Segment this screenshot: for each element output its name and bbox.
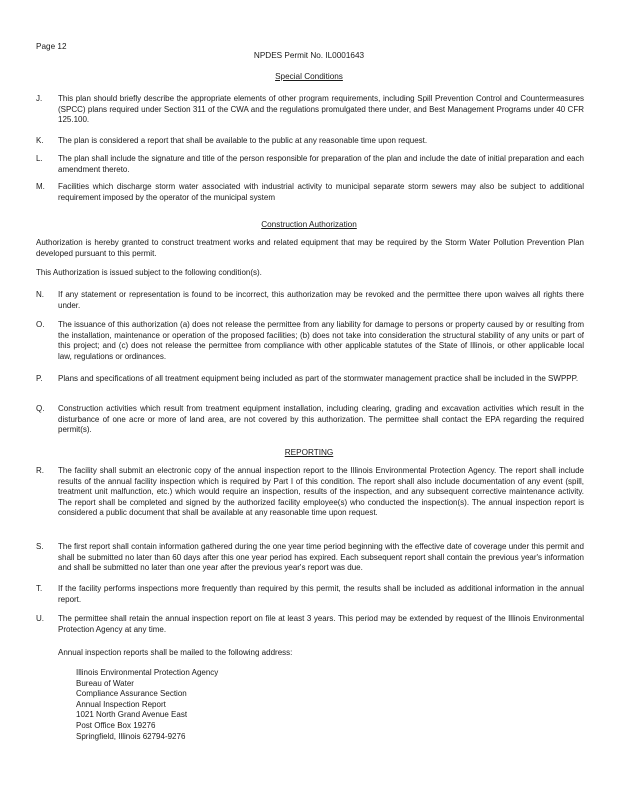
condition-l [36, 154, 584, 175]
condition-text: The facility shall submit an electronic copy of the annual inspection report to the Illinois Environmental Protection Agency. The report shall include results of the annual facility inspection which is required by Part I of this condition. The report shall also include documentation of any event (spill, treatment unit malfunction, etc.) which would require an inspection, results of the inspection, and any subsequent corrective maintenance activity. The report shall be completed and signed by the authorized facility employee(s) who conducted the inspection(s). The annual inspection report is considered a public document that shall be available at any reasonable time upon request. [58, 466, 584, 518]
mail-instruction: Annual inspection reports shall be mailed to the following address: [58, 648, 293, 657]
condition-s [36, 542, 584, 574]
address-line: Illinois Environmental Protection Agency [76, 668, 219, 677]
condition-n [36, 290, 584, 311]
condition-label: Q. [36, 404, 45, 413]
condition-u [36, 614, 584, 635]
mailing-address [76, 668, 218, 742]
condition-text: Construction activities which result from treatment equipment installation, including clearing, grading and excavation activities which result in the disturbance of one acre or more of land area, are not covered by this authorization. The permittee shall contact the EPA regarding the required permit(s). [58, 404, 584, 435]
condition-label: N. [36, 290, 44, 299]
reporting-heading: REPORTING [284, 448, 334, 457]
condition-label: S. [36, 542, 44, 551]
condition-label: U. [36, 614, 44, 623]
condition-text: The plan shall include the signature and title of the person responsible for preparation of the plan and include the date of initial preparation and each amendment thereto. [58, 154, 584, 174]
authorization-paragraph: Authorization is hereby granted to construct treatment works and related equipment that may be required by the Storm Water Pollution Prevention Plan developed pursuant to this permit. [36, 238, 584, 258]
condition-text: The plan is considered a report that shall be available to the public at any reasonable time upon request. [58, 136, 428, 145]
condition-label: K. [36, 136, 44, 145]
condition-m [36, 182, 584, 203]
condition-label: T. [36, 584, 43, 593]
condition-text: The first report shall contain information gathered during the one year time period beginning with the effective date of coverage under this permit and shall be submitted no later than 60 days after this one year period has expired. Each subsequent report shall contain the previous year's information and shall be submitted no later than one year after the previous year's report was due. [58, 542, 584, 573]
address-line: Compliance Assurance Section [76, 689, 187, 699]
address-line: Bureau of Water [76, 678, 134, 688]
condition-text: This plan should briefly describe the appropriate elements of other program requirements, including Spill Prevention Control and Countermeasures (SPCC) plans required under Section 311 of the CWA and the regulations promulgated there under, and Best Management Programs under 40 CFR 125.100. [58, 94, 584, 125]
condition-text: If the facility performs inspections more frequently than required by this permit, the results shall be included as additional information in the annual report. [58, 584, 584, 604]
permit-number: NPDES Permit No. IL0001643 [253, 51, 365, 60]
condition-text: Plans and specifications of all treatment equipment being included as part of the stormwater management practice shall be included in the SWPPP. [58, 374, 579, 383]
condition-r [36, 466, 584, 519]
condition-t [36, 584, 584, 605]
condition-label: L. [36, 154, 43, 163]
page-number: Page 12 [36, 42, 67, 51]
special-conditions-heading: Special Conditions [275, 72, 343, 81]
condition-text: If any statement or representation is found to be incorrect, this authorization may be revoked and the permittee there upon waives all rights there under. [58, 290, 584, 310]
address-line: 1021 North Grand Avenue East [76, 710, 188, 720]
condition-p [36, 374, 584, 385]
condition-o [36, 320, 584, 362]
condition-label: M. [36, 182, 45, 191]
subject-to-paragraph: This Authorization is issued subject to the following condition(s). [36, 268, 262, 277]
condition-text: Facilities which discharge storm water associated with industrial activity to municipal separate storm sewers may also be subject to additional requirement imposed by the operator of the municipal system [58, 182, 584, 202]
condition-k [36, 136, 584, 147]
address-line: Springfield, Illinois 62794-9276 [76, 731, 186, 741]
address-line: Annual Inspection Report [76, 699, 166, 709]
condition-text: The permittee shall retain the annual inspection report on file at least 3 years. This period may be extended by request of the Illinois Environmental Protection Agency at any time. [58, 614, 584, 634]
condition-label: J. [36, 94, 43, 103]
construction-authorization-heading: Construction Authorization [261, 220, 357, 229]
condition-q [36, 404, 584, 436]
address-line: Post Office Box 19276 [76, 720, 156, 730]
condition-label: R. [36, 466, 44, 475]
condition-label: O. [36, 320, 45, 329]
condition-label: P. [36, 374, 43, 383]
condition-j [36, 94, 584, 126]
condition-text: The issuance of this authorization (a) does not release the permittee from any liability for damage to persons or property caused by or resulting from the installation, maintenance or operation of the proposed facilities; (b) does not take into consideration the structural stability of any units or part of this project; and (c) does not release the permittee from compliance with other applicable statutes of the State of Illinois, or other applicable local law, regulations or ordinances. [58, 320, 584, 361]
